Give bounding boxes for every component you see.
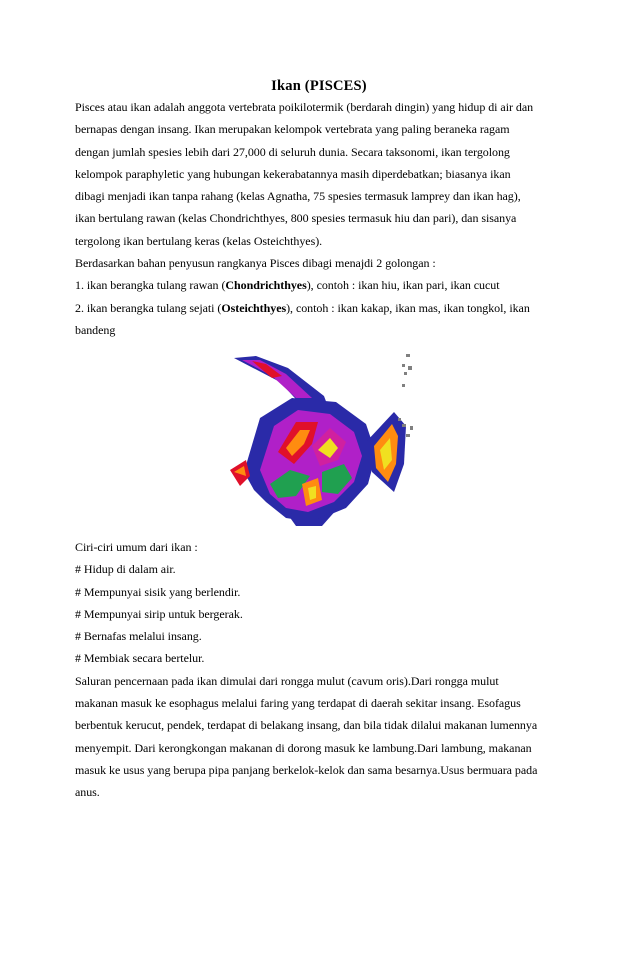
group-2-class-name: Osteichthyes (221, 300, 287, 315)
characteristics-section (75, 536, 567, 804)
paragraph-line: dibagi menjadi ikan tanpa rahang (kelas Agnatha, 75 spesies termasuk lamprey dan ikan hag), (75, 189, 521, 204)
characteristics-heading: Ciri-ciri umum dari ikan : (75, 540, 198, 554)
paragraph-line: makanan masuk ke esophagus melalui faring yang terdapat di daerah sekitar insang. Esofagus (75, 696, 521, 711)
paragraph-line: menyempit. Dari kerongkongan makanan di dorong masuk ke lambung.Dari lambung, makanan (75, 740, 532, 755)
list-item: # Bernafas melalui insang. (75, 629, 202, 644)
group-1-class-name: Chondrichthyes (225, 278, 307, 293)
group-2-line (75, 297, 567, 319)
paragraph-line: Berdasarkan bahan penyusun rangkanya Pisces dibagi menajdi 2 golongan : (75, 256, 436, 271)
list-item: # Mempunyai sisik yang berlendir. (75, 584, 241, 599)
page-title: Ikan (PISCES) (271, 78, 367, 94)
list-item: # Membiak secara bertelur. (75, 651, 205, 666)
paragraph-line: tergolong ikan bertulang keras (kelas Osteichthyes). (75, 233, 323, 248)
paragraph-line: masuk ke usus yang berupa pipa panjang berkelok-kelok dan sama besarnya.Usus bermuara pada (75, 762, 538, 777)
paragraph-line: kelompok paraphyletic yang hubungan kekerabatannya masih diperdebatkan; biasanya ikan (75, 166, 511, 181)
paragraph-line: bernapas dengan insang. Ikan merupakan kelompok vertebrata yang paling beraneka ragam (75, 122, 510, 137)
group-2-prefix: 2. ikan berangka tulang sejati ( (75, 300, 222, 315)
group-2-continuation: bandeng (75, 322, 116, 337)
group-2-suffix: ), contoh : ikan kakap, ikan mas, ikan tongkol, ikan (286, 300, 530, 315)
group-1-line (75, 274, 567, 296)
group-1-prefix: 1. ikan berangka tulang rawan ( (75, 278, 226, 293)
paragraph-line: Saluran pencernaan pada ikan dimulai dari rongga mulut (cavum oris).Dari rongga mulut (75, 673, 499, 688)
paragraph-line: Pisces atau ikan adalah anggota vertebrata poikilotermik (berdarah dingin) yang hidup di air dan (75, 100, 534, 114)
angelfish-illustration (226, 352, 422, 528)
list-item: # Hidup di dalam air. (75, 562, 176, 577)
paragraph-line: berbentuk kerucut, pendek, terdapat di belakang insang, dan bila tidak dilalui makanan lumennya (75, 718, 538, 733)
paragraph-line: ikan bertulang rawan (kelas Chondrichthyes, 800 spesies termasuk hiu dan pari), dan sisanya (75, 211, 517, 226)
paragraph-line: dengan jumlah spesies lebih dari 27,000 di seluruh dunia. Secara taksonomi, ikan tergolong (75, 144, 510, 159)
intro-section (75, 96, 567, 341)
group-1-suffix: ), contoh : ikan hiu, ikan pari, ikan cucut (306, 278, 500, 293)
paragraph-line: anus. (75, 785, 100, 800)
list-item: # Mempunyai sirip untuk bergerak. (75, 606, 243, 621)
